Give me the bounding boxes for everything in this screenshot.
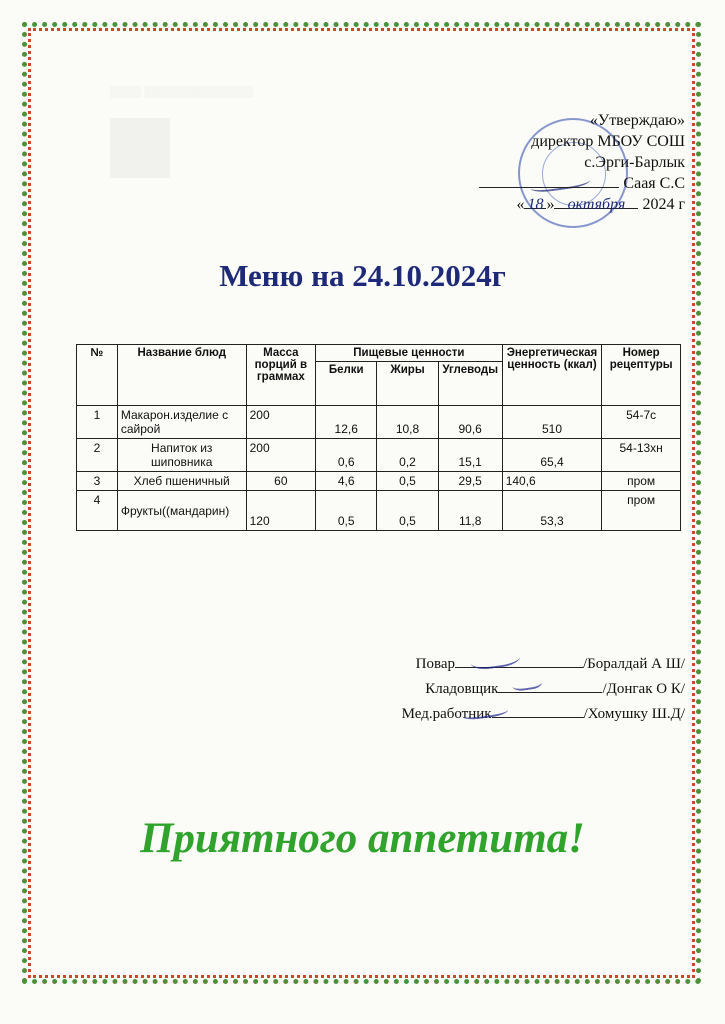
row-mass: 60 [246, 472, 315, 491]
approval-line: «Утверждаю» [589, 112, 685, 129]
row-carbs: 15,1 [438, 439, 502, 472]
row-protein: 12,6 [316, 406, 377, 439]
table-row [77, 406, 681, 439]
signatures-block [402, 652, 685, 727]
row-carbs: 90,6 [438, 406, 502, 439]
row-num: 4 [77, 491, 118, 531]
header-fat: Жиры [377, 362, 438, 406]
row-dish: Напиток из шиповника [117, 439, 246, 472]
bleed-through-qr [110, 118, 170, 178]
header-energy: Энергетическая ценность (ккал) [502, 345, 602, 406]
row-dish: Фрукты((мандарин) [117, 491, 246, 531]
row-dish: Хлеб пшеничный [117, 472, 246, 491]
row-fat: 10,8 [377, 406, 438, 439]
bleed-through: ▒▒▒▒ ▒▒▒▒▒▒▒▒▒▒▒▒▒▒ [110, 86, 254, 98]
row-energy: 510 [502, 406, 602, 439]
row-protein: 0,5 [316, 491, 377, 531]
row-recipe: пром [602, 472, 681, 491]
row-energy: 65,4 [502, 439, 602, 472]
row-energy: 53,3 [502, 491, 602, 531]
header-dish: Название блюд [117, 345, 246, 406]
approval-date: « 18 » октября 2024 г [516, 196, 685, 213]
row-num: 1 [77, 406, 118, 439]
row-mass: 200 [246, 406, 315, 439]
table-row [77, 439, 681, 472]
row-carbs: 29,5 [438, 472, 502, 491]
header-nutrition: Пищевые ценности [316, 345, 503, 362]
row-protein: 4,6 [316, 472, 377, 491]
row-carbs: 11,8 [438, 491, 502, 531]
row-recipe: пром [602, 491, 681, 531]
row-recipe: 54-13хн [602, 439, 681, 472]
row-mass: 200 [246, 439, 315, 472]
menu-table [76, 344, 681, 531]
row-fat: 0,2 [377, 439, 438, 472]
header-carbs: Углеводы [438, 362, 502, 406]
row-protein: 0,6 [316, 439, 377, 472]
medic-signature: Мед.работник /Хомушку Ш.Д/ [402, 702, 685, 727]
storekeeper-signature: Кладовщик /Донгак О К/ [402, 677, 685, 702]
row-num: 2 [77, 439, 118, 472]
header-mass: Масса порций в граммах [246, 345, 315, 406]
row-fat: 0,5 [377, 491, 438, 531]
row-dish: Макарон.изделие с сайрой [117, 406, 246, 439]
header-recipe: Номер рецептуры [602, 345, 681, 406]
cook-signature: Повар /Боралдай А Ш/ [402, 652, 685, 677]
approval-signer: Саая С.С [425, 173, 685, 194]
row-num: 3 [77, 472, 118, 491]
header-protein: Белки [316, 362, 377, 406]
approval-line: с.Эрги-Барлык [584, 154, 685, 171]
row-recipe: 54-7с [602, 406, 681, 439]
row-fat: 0,5 [377, 472, 438, 491]
row-mass: 120 [246, 491, 315, 531]
closing-wish: Приятного аппетита! [140, 815, 585, 862]
header-num: № [77, 345, 118, 406]
row-energy: 140,6 [502, 472, 602, 491]
table-row [77, 491, 681, 531]
page-title: Меню на 24.10.2024г [219, 258, 506, 293]
table-row [77, 472, 681, 491]
approval-line: директор МБОУ СОШ [531, 133, 685, 150]
approval-block [425, 110, 685, 215]
